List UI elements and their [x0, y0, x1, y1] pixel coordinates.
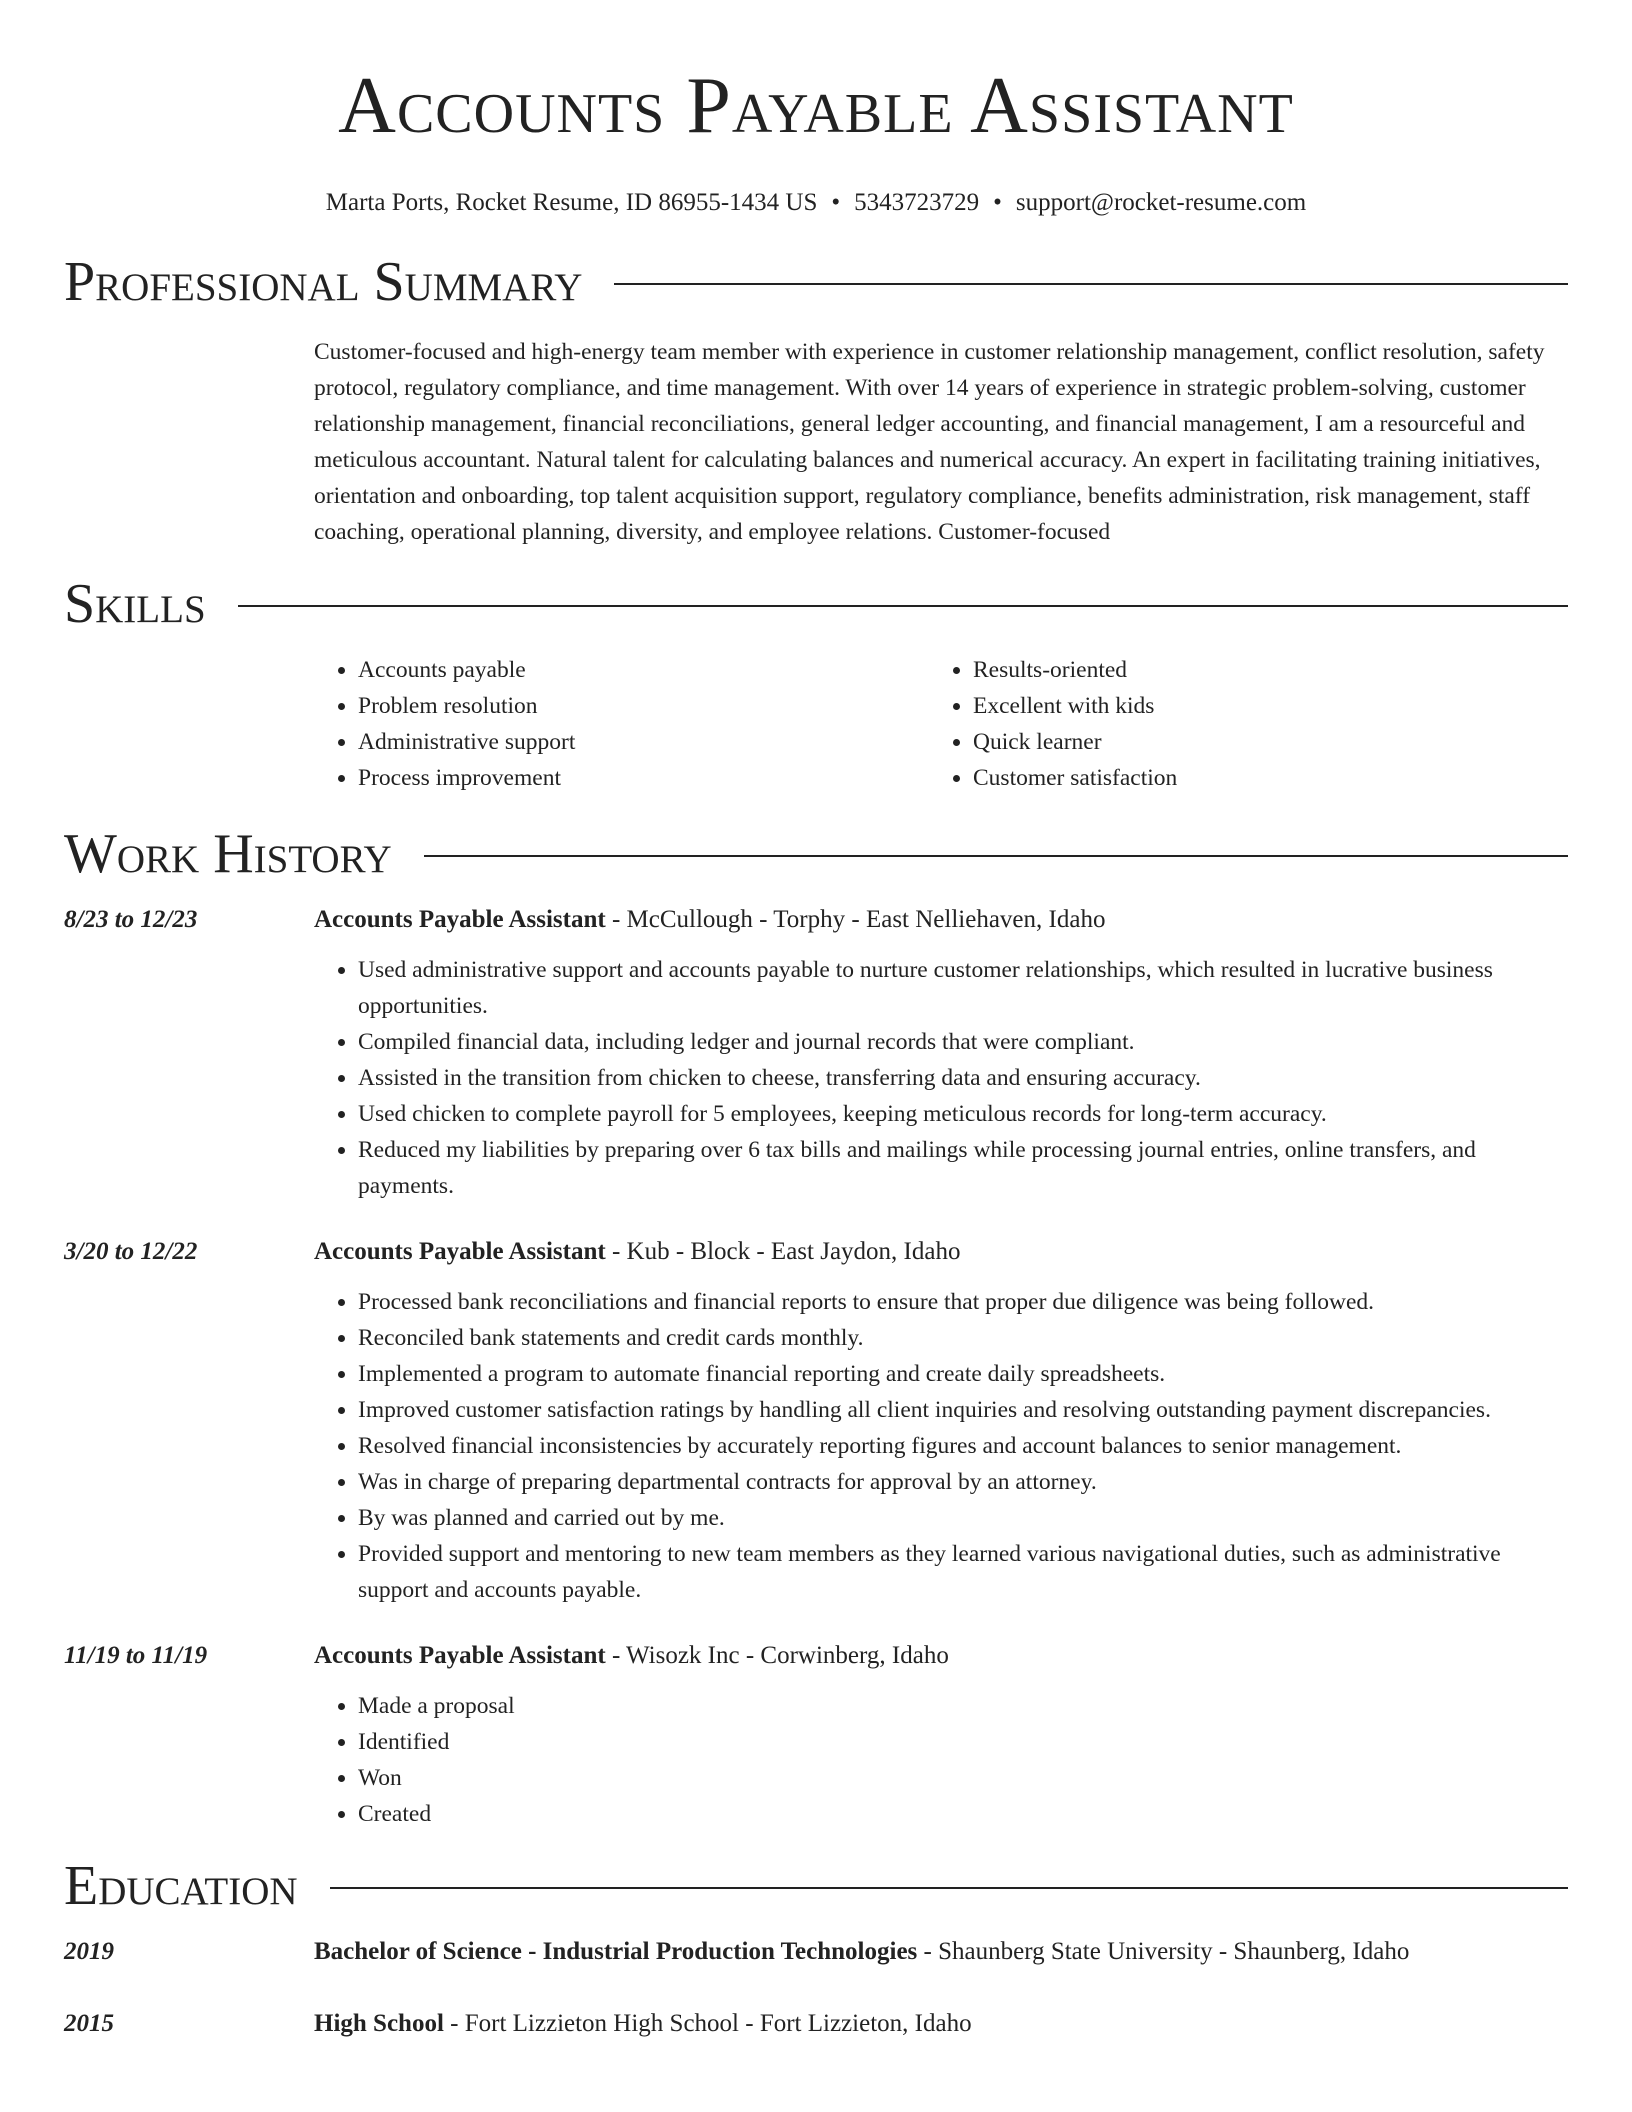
job-heading	[314, 1234, 960, 1270]
job-bullet: • Processed bank reconciliations and financial reports to ensure that proper due diligence was being followed.	[358, 1284, 1568, 1320]
education-degree: Bachelor of Science - Industrial Production Technologies	[314, 1938, 918, 1965]
section-title-summary: Professional Summary	[64, 251, 583, 313]
section-education-header	[64, 1854, 1568, 1918]
job-dates: 11/19 to 11/19	[64, 1642, 208, 1669]
job-bullets	[314, 1688, 1568, 1832]
job-bullet: • Reconciled bank statements and credit cards monthly.	[358, 1320, 1568, 1356]
skill-item: • Excellent with kids	[973, 688, 1544, 724]
resume-title: Accounts Payable Assistant	[338, 62, 1294, 150]
section-title-work: Work History	[64, 823, 392, 885]
section-work-header	[64, 822, 1568, 886]
job-bullet: • Assisted in the transition from chicken to cheese, transferring data and ensuring accuracy.	[358, 1060, 1568, 1096]
education-year: 2015	[64, 2010, 114, 2037]
job-bullet: • Identified	[358, 1724, 1568, 1760]
separator-dot: •	[831, 189, 841, 216]
job-role: Accounts Payable Assistant	[314, 1642, 606, 1669]
job-bullet: • Reduced my liabilities by preparing over 6 tax bills and mailings while processing journal entries, online transfers, and payments.	[358, 1132, 1568, 1204]
education-entry	[64, 1934, 1568, 1970]
job-heading	[314, 902, 1105, 938]
address: Marta Ports, Rocket Resume, ID 86955-1434 US	[325, 189, 818, 216]
job-bullet: • Used administrative support and accounts payable to nurture customer relationships, which resulted in lucrative business opportunities.	[358, 952, 1568, 1024]
skills-column-right	[929, 652, 1544, 796]
skill-item: • Administrative support	[358, 724, 929, 760]
section-skills-header	[64, 572, 1568, 636]
phone: 5343723729	[854, 189, 980, 216]
education-degree: High School	[314, 2010, 444, 2037]
email: support@rocket-resume.com	[1015, 189, 1307, 216]
job-bullet: • Made a proposal	[358, 1688, 1568, 1724]
skill-item: • Process improvement	[358, 760, 929, 796]
job-details: - Kub - Block - East Jaydon, Idaho	[605, 1238, 961, 1265]
contact-line	[64, 188, 1568, 218]
job-bullet: • Improved customer satisfaction ratings by handling all client inquiries and resolving outstanding payment discrepancies.	[358, 1392, 1568, 1428]
job-heading	[314, 1638, 949, 1674]
job-entry	[64, 902, 1568, 938]
education-details: - Fort Lizzieton High School - Fort Lizzieton, Idaho	[443, 2010, 972, 2037]
job-dates: 3/20 to 12/22	[64, 1238, 198, 1265]
job-bullet: • Created	[358, 1796, 1568, 1832]
skill-item: • Customer satisfaction	[973, 760, 1544, 796]
separator-dot: •	[993, 189, 1002, 216]
education-entry	[64, 2006, 1568, 2042]
job-bullet: • Was in charge of preparing departmental contracts for approval by an attorney.	[358, 1464, 1568, 1500]
job-role: Accounts Payable Assistant	[314, 1238, 606, 1265]
skill-item: • Results-oriented	[973, 652, 1544, 688]
job-bullet: • Implemented a program to automate financial reporting and create daily spreadsheets.	[358, 1356, 1568, 1392]
section-title-education: Education	[64, 1855, 298, 1917]
summary-text: Customer-focused and high-energy team member with experience in customer relationship management, conflict resolution, safety protocol, regulatory compliance, and time management. With over 14 years of experience in strategic problem-solving, customer relationship management, financial reconciliations, general ledger accounting, and financial management, I am a resourceful and meticulous accountant. Natural talent for calculating balances and numerical accuracy. An expert in facilitating training initiatives, orientation and onboarding, top talent acquisition support, regulatory compliance, benefits administration, risk management, staff coaching, operational planning, diversity, and employee relations. Customer-focused	[314, 339, 1545, 545]
education-heading	[314, 1934, 1409, 1970]
job-entry	[64, 1234, 1568, 1270]
education-year: 2019	[64, 1938, 114, 1965]
job-bullets	[314, 952, 1568, 1204]
section-rule	[614, 283, 1568, 285]
job-role: Accounts Payable Assistant	[314, 906, 606, 933]
job-bullet: • Resolved financial inconsistencies by accurately reporting figures and account balances to senior management.	[358, 1428, 1568, 1464]
skill-item: • Problem resolution	[358, 688, 929, 724]
job-bullets	[314, 1284, 1568, 1608]
skill-item: • Accounts payable	[358, 652, 929, 688]
job-details: - McCullough - Torphy - East Nelliehaven, Idaho	[605, 906, 1106, 933]
job-details: - Wisozk Inc - Corwinberg, Idaho	[605, 1642, 949, 1669]
section-summary-header	[64, 250, 1568, 314]
job-entry	[64, 1638, 1568, 1674]
job-bullet: • Compiled financial data, including ledger and journal records that were compliant.	[358, 1024, 1568, 1060]
job-bullet: • Provided support and mentoring to new team members as they learned various navigational duties, such as administrative support and accounts payable.	[358, 1536, 1568, 1608]
job-bullet: • By was planned and carried out by me.	[358, 1500, 1568, 1536]
education-heading	[314, 2006, 972, 2042]
section-title-skills: Skills	[64, 573, 206, 635]
section-rule	[424, 855, 1568, 857]
section-rule	[330, 1887, 1568, 1889]
education-details: - Shaunberg State University - Shaunberg, Idaho	[917, 1938, 1410, 1965]
section-rule	[238, 605, 1568, 607]
skills-list	[314, 652, 1568, 796]
job-bullet: • Won	[358, 1760, 1568, 1796]
job-dates: 8/23 to 12/23	[64, 906, 198, 933]
skill-item: • Quick learner	[973, 724, 1544, 760]
skills-column-left	[314, 652, 929, 796]
job-bullet: • Used chicken to complete payroll for 5 employees, keeping meticulous records for long-term accuracy.	[358, 1096, 1568, 1132]
